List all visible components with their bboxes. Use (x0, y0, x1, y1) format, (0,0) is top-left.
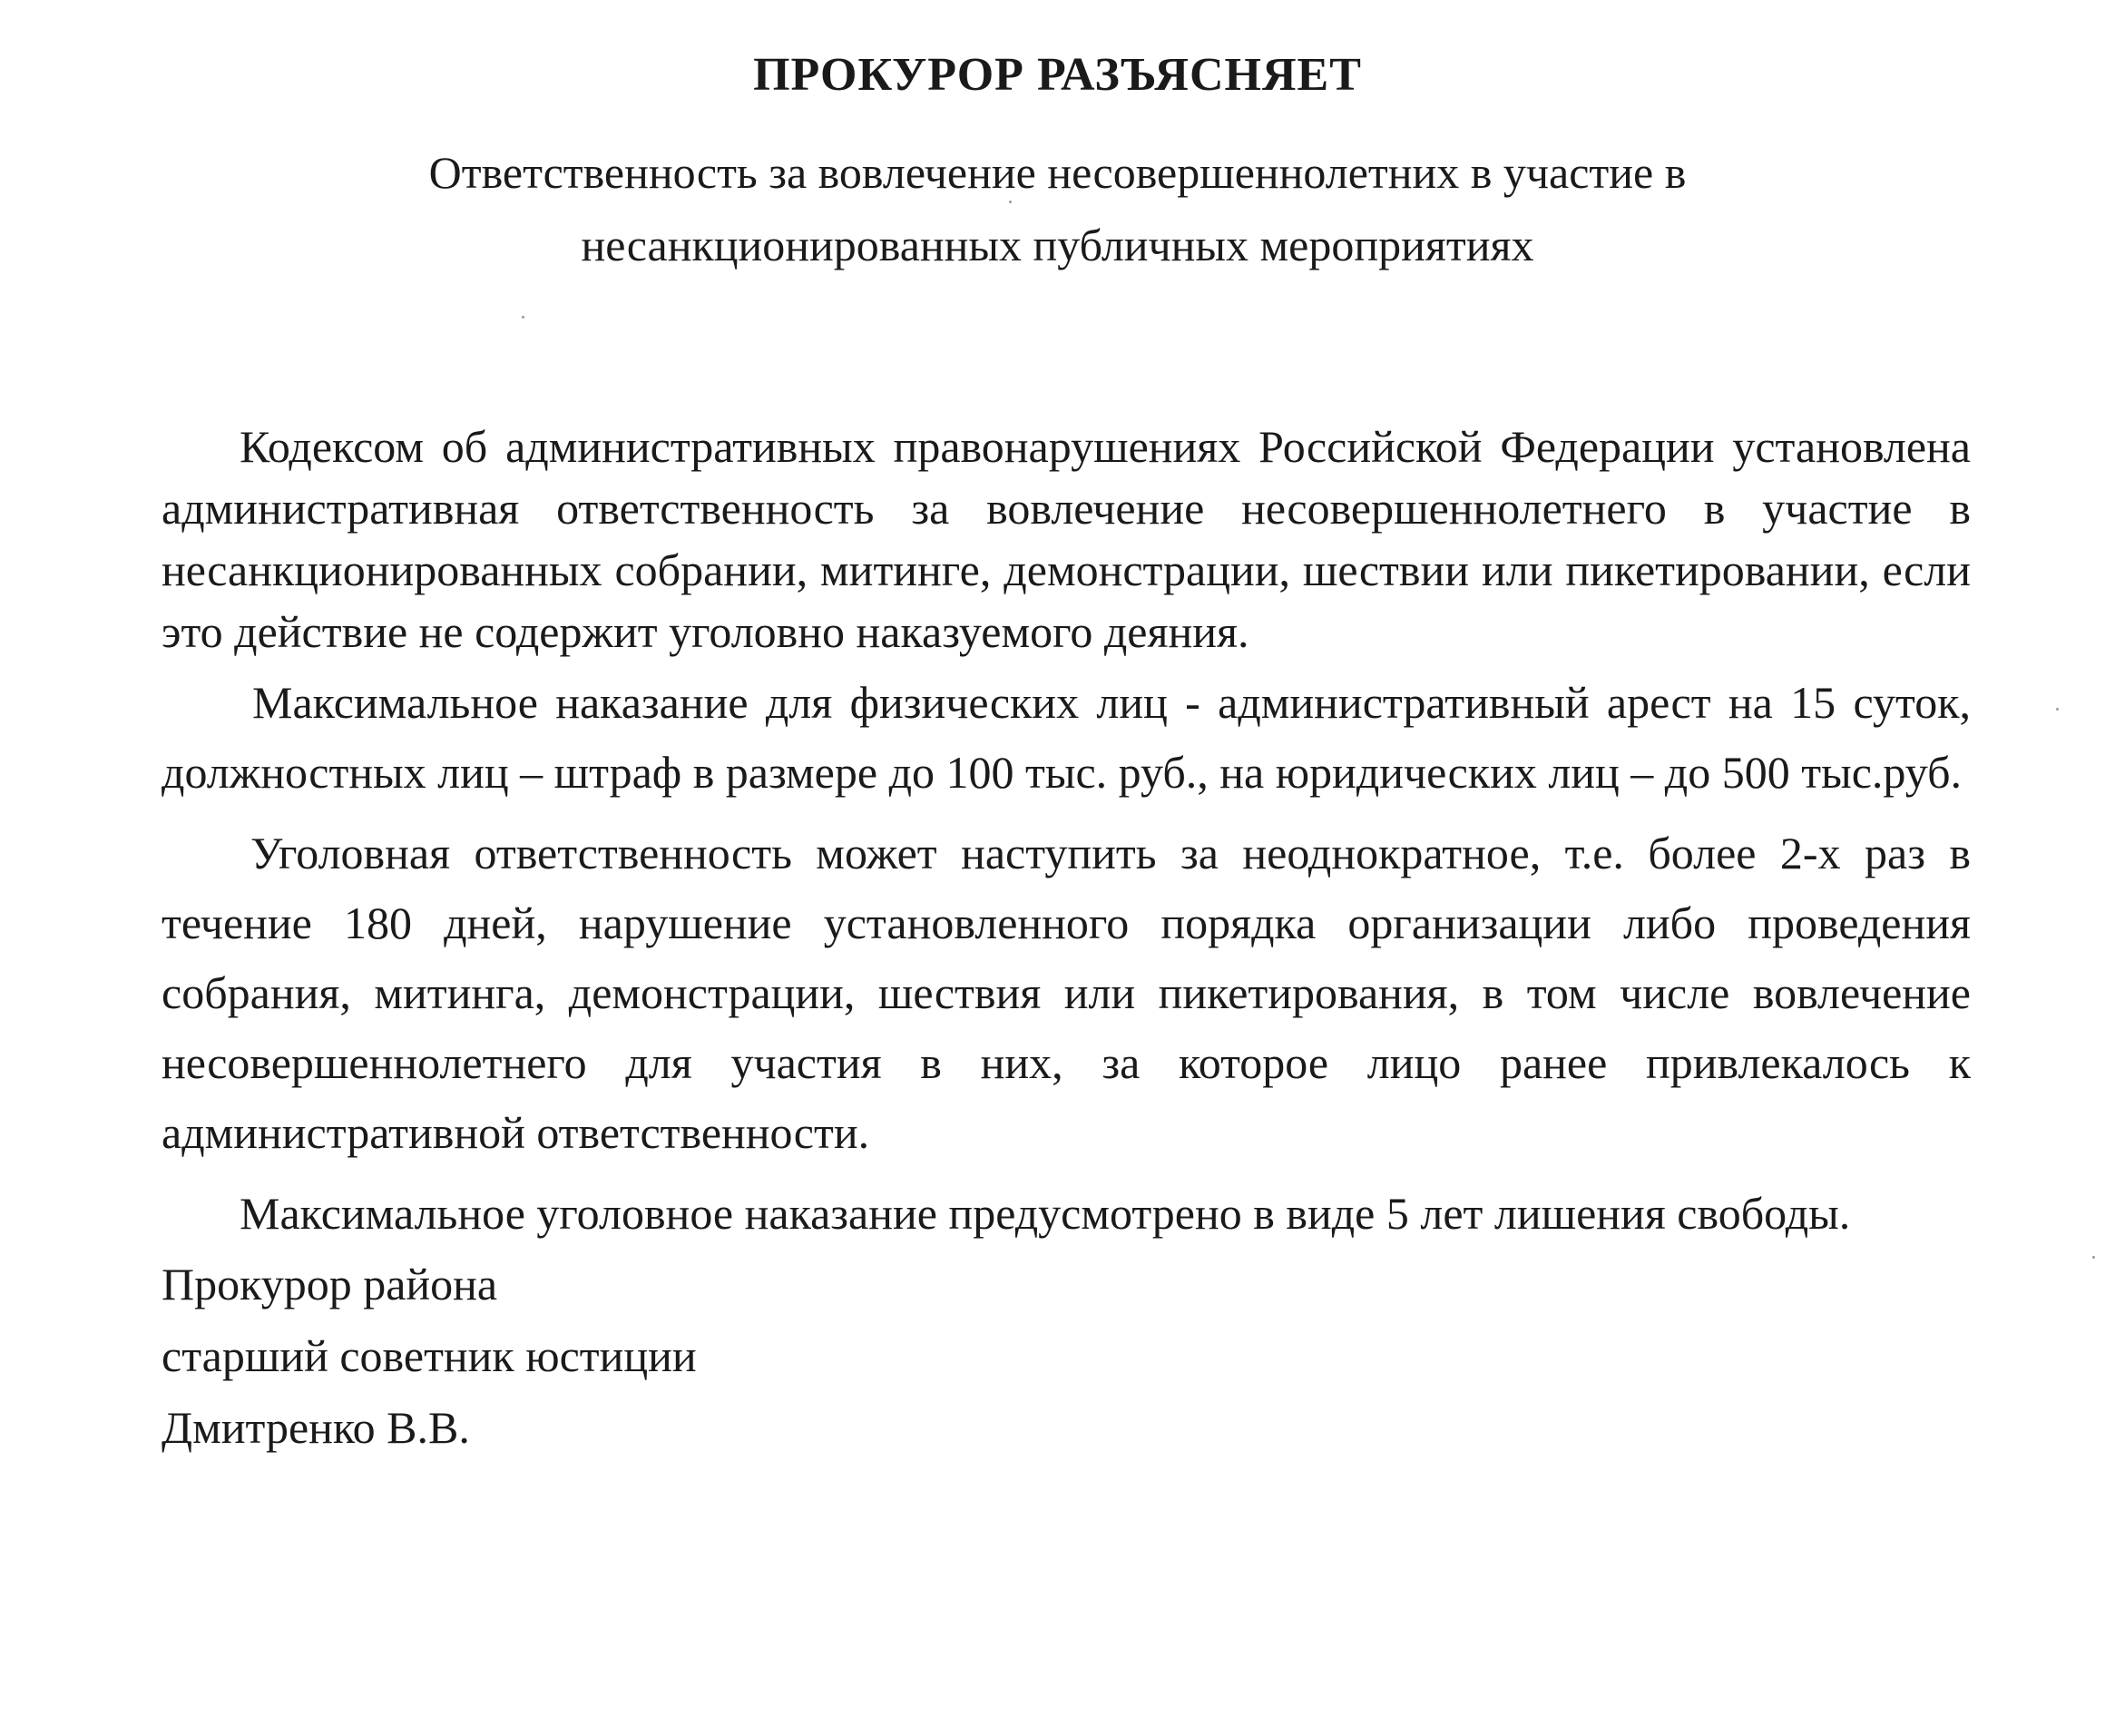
paragraph-max-criminal-penalty: Максимальное уголовное наказание предусмотрено в виде 5 лет лишения свободы. (240, 1188, 1851, 1239)
signature-block (162, 1249, 1971, 1464)
scan-speck (2056, 708, 2059, 711)
scan-speck (2092, 1256, 2095, 1259)
signature-position: Прокурор района (162, 1259, 498, 1309)
document-title: ПРОКУРОР РАЗЪЯСНЯЕТ (753, 49, 1362, 101)
signature-name: Дмитренко В.В. (162, 1402, 470, 1453)
document-body (162, 416, 1971, 1464)
document-subtitle (0, 136, 2115, 281)
subtitle-line-1: Ответственность за вовлечение несовершеннолетних в участие в (428, 147, 1687, 198)
paragraph-criminal-liability: Уголовная ответственность может наступить за неоднократное, т.е. более 2-х раз в течение 180 дней, нарушение установленного порядка организации либо проведения собрания, митинга, демонстрации, шествия или пикетирования, в том числе вовлечение несовершеннолетнего для участия в них, за которое лицо ранее привлекалось к административной ответственности. (162, 828, 1971, 1158)
paragraph-max-admin-penalty: Максимальное наказание для физических лиц - административный арест на 15 суток, должностных лиц – штраф в размере до 100 тыс. руб., на юридических лиц – до 500 тыс.руб. (162, 677, 1971, 798)
signature-rank: старший советник юстиции (162, 1330, 697, 1381)
paragraph-koap: Кодексом об административных правонарушениях Российской Федерации установлена административная ответственность за вовлечение несовершеннолетнего в участие в несанкционированных собрании, митинге, демонстрации, шествии или пикетировании, если это действие не содержит уголовно наказуемого деяния. (162, 421, 1971, 657)
subtitle-line-2: несанкционированных публичных мероприятиях (581, 220, 1534, 270)
scan-speck (1009, 201, 1012, 203)
scan-speck (522, 316, 524, 319)
